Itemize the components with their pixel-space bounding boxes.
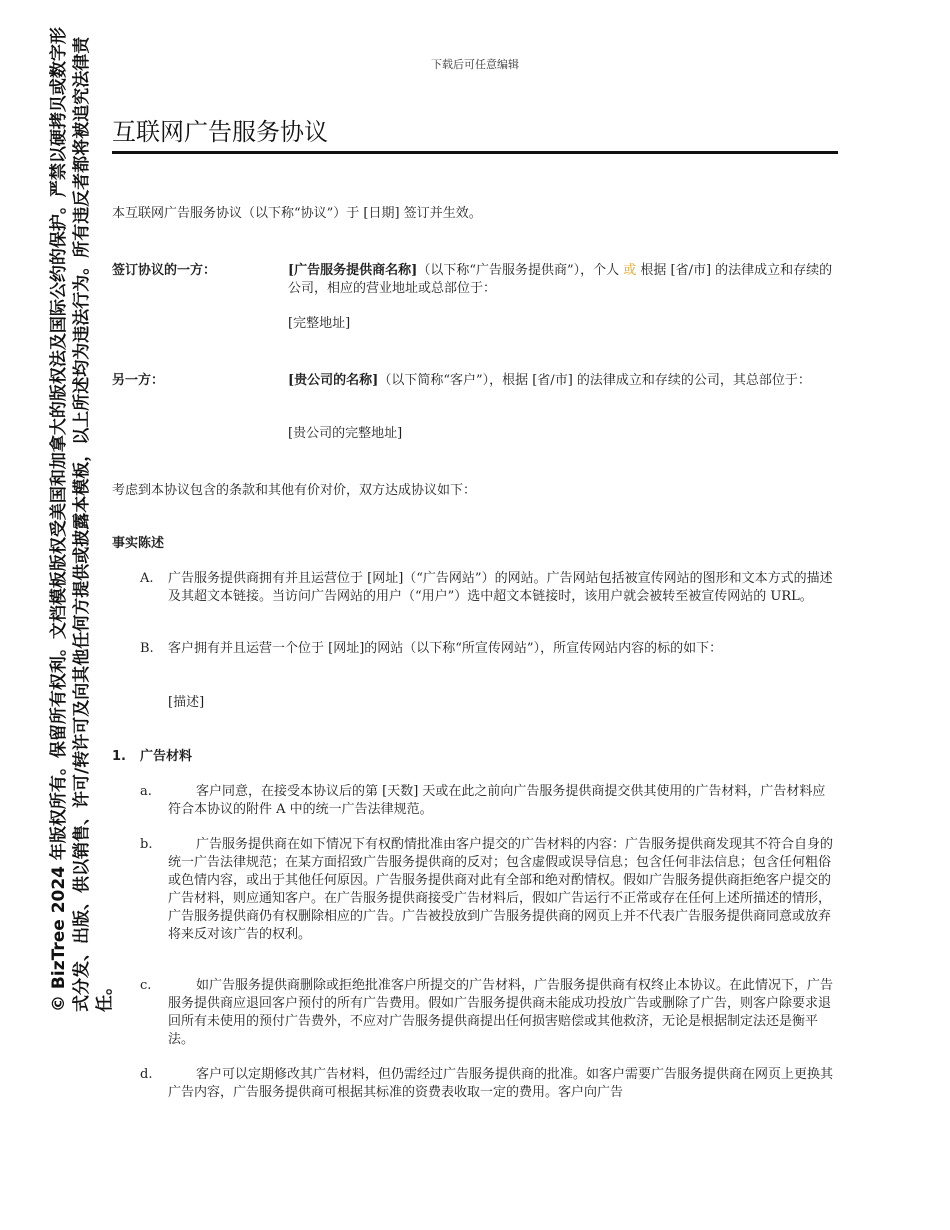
party2-text: （以下简称“客户”），根据 [省/市] 的法律成立和存续的公司，其总部位于：: [378, 373, 811, 388]
party1-description: [288, 262, 838, 298]
intro-paragraph: 本互联网广告服务协议（以下称“协议”）于 [日期] 签订并生效。: [112, 206, 482, 221]
party2-address: [贵公司的完整地址]: [288, 426, 403, 441]
party1-address: [完整地址]: [288, 316, 351, 331]
party2-name: [贵公司的名称]: [288, 373, 379, 388]
party2-label: 另一方：: [112, 373, 165, 388]
party1-text-b: 根据 [省/市] 的法律成立和存续的公司，相应的营业地址或总部位于：: [288, 263, 833, 296]
clause-text: 客户同意，在接受本协议后的第 [天数] 天或在此之前向广告服务提供商提交供其使用的广告材料，广告材料应符合本协议的附件 A 中的统一广告法律规范。: [168, 784, 826, 817]
clause-text: 客户可以定期修改其广告材料，但仍需经过广告服务提供商的批准。如客户需要广告服务提供商在网页上更换其广告内容，广告服务提供商可根据其标准的资费表收取一定的费用。客户向广告: [168, 1067, 834, 1100]
party1-text-a: （以下称“广告服务提供商”），个人: [417, 263, 624, 278]
party1-label: 签订协议的一方：: [112, 263, 217, 278]
recital-marker: A.: [140, 571, 154, 586]
recitals-heading: 事实陈述: [112, 536, 165, 551]
section-number: 1.: [112, 749, 126, 764]
editable-note: 下载后可任意编辑: [431, 58, 519, 71]
clause-marker: c.: [140, 978, 152, 993]
recital-marker: B.: [140, 641, 154, 656]
recital-text: 客户拥有并且运营一个位于 [网址]的网站（以下称“所宣传网站”），所宣传网站内容的标的如下：: [168, 641, 723, 656]
recital-extra: [描述]: [168, 695, 205, 710]
copyright-notice: © BizTree 2024 年版权所有。保留所有权利。文档模板版权受美国和加拿大的版权法及国际公约的保护。严禁以硬拷贝或数字形式分发、出版、供以销售、许可/转许可及向其他任何方提供或披露本模板，以上所述均为违法行为。所有违反者都将被追究法律责任。: [49, 27, 115, 1012]
clause-marker: b.: [140, 837, 153, 852]
section-title: 广告材料: [140, 749, 193, 764]
clause-text: 广告服务提供商在如下情况下有权酌情批准由客户提交的广告材料的内容：广告服务提供商发现其不符合自身的统一广告法律规范；在某方面招致广告服务提供商的反对；包含虚假或误导信息；包含任何非法信息；包含任何粗俗或色情内容，或出于其他任何原因。广告服务提供商对此有全部和绝对酌情权。假如广告服务提供商拒绝客户提交的广告材料，则应通知客户。在广告服务提供商接受广告材料后，假如广告运行不正常或存在任何上述所描述的情形，广告服务提供商仍有权删除相应的广告。广告被投放到广告服务提供商的网页上并不代表广告服务提供商同意或放弃将来反对该广告的权利。: [168, 837, 834, 942]
recital-text: 广告服务提供商拥有并且运营位于 [网址]（“广告网站”）的网站。广告网站包括被宣传网站的图形和文本方式的描述及其超文本链接。当访问广告网站的用户（“用户”）选中超文本链接时，该用户就会被转至被宣传网站的 URL。: [168, 571, 833, 604]
party1-or: 或: [623, 263, 637, 278]
party2-description: [288, 372, 838, 390]
party1-name: [广告服务提供商名称]: [288, 263, 418, 278]
clause-marker: a.: [140, 784, 152, 799]
clause-text: 如广告服务提供商删除或拒绝批准客户所提交的广告材料，广告服务提供商有权终止本协议。在此情况下，广告服务提供商应退回客户预付的所有广告费用。假如广告服务提供商未能成功投放广告或删除了广告，则客户除要求退回所有未使用的预付广告费外，不应对广告服务提供商提出任何损害赔偿或其他救济，无论是根据制定法还是衡平法。: [168, 978, 834, 1047]
consideration-paragraph: 考虑到本协议包含的条款和其他有价对价，双方达成协议如下：: [112, 483, 477, 498]
title-divider: [112, 151, 838, 154]
page-title: 互联网广告服务协议: [112, 118, 328, 146]
clause-marker: d.: [140, 1067, 153, 1082]
